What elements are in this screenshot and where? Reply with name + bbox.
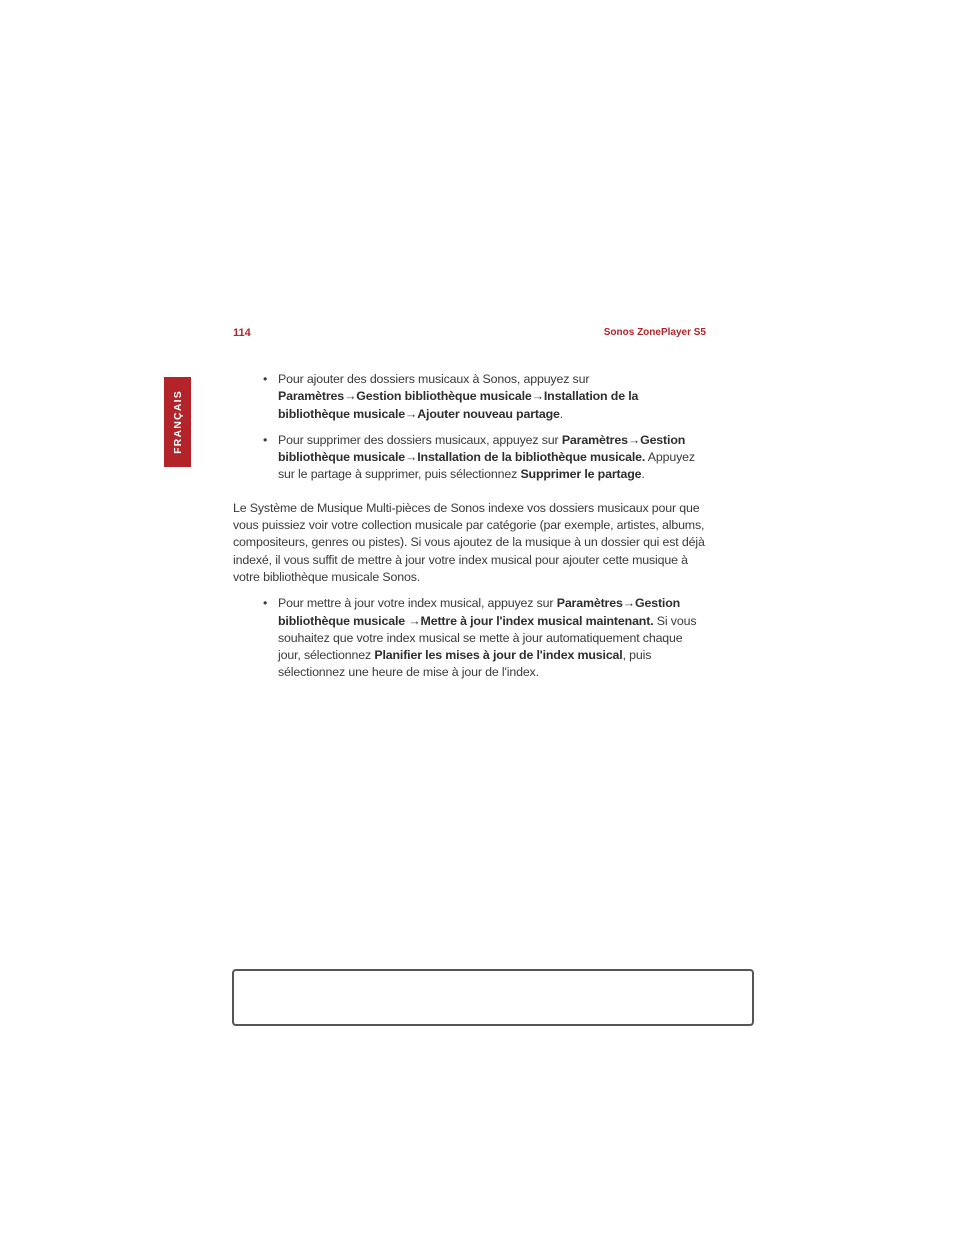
- page-number: 114: [233, 327, 251, 339]
- arrow-icon: →: [408, 613, 421, 628]
- list-item: [278, 432, 708, 484]
- menu-path-settings: Paramètres: [556, 596, 623, 611]
- arrow-icon: →: [531, 389, 544, 404]
- bullet-text: Pour ajouter des dossiers musicaux à Sonos, appuyez sur: [278, 372, 590, 386]
- bullet-text: .: [641, 467, 645, 482]
- bullet-list: [233, 371, 708, 484]
- bullet-list: [233, 595, 708, 681]
- running-title: Sonos ZonePlayer S5: [603, 327, 706, 338]
- arrow-icon: →: [627, 432, 641, 447]
- menu-path-library: Gestion bibliothèque musicale: [278, 596, 681, 628]
- note-box: [232, 969, 754, 1026]
- menu-path-settings: Paramètres: [561, 432, 628, 447]
- arrow-icon: →: [344, 389, 357, 404]
- list-item: [278, 595, 708, 681]
- language-tab: [164, 377, 191, 467]
- menu-path-settings: Paramètres: [278, 389, 345, 404]
- arrow-icon: →: [404, 450, 418, 465]
- menu-path-add-share: Ajouter nouveau partage: [417, 406, 560, 421]
- bullet-text: Si vous souhaitez que votre index musical se mette à jour automatiquement chaque jour, sélectionnez: [278, 613, 697, 663]
- menu-path-setup: Installation de la bibliothèque musicale: [278, 389, 639, 421]
- menu-path-schedule-updates: Planifier les mises à jour de l'index musical: [374, 648, 623, 663]
- arrow-icon: →: [404, 406, 418, 421]
- bullet-text: , puis sélectionnez une heure de mise à jour de l'index.: [278, 648, 652, 680]
- main-content: [233, 371, 708, 691]
- language-tab-label: FRANÇAIS: [171, 390, 184, 454]
- bullet-text: .: [559, 406, 564, 421]
- menu-path-library: Gestion bibliothèque musicale: [356, 389, 532, 404]
- menu-path-remove-share: Supprimer le partage: [520, 467, 642, 482]
- bullet-text: Appuyez sur le partage à supprimer, puis sélectionnez: [278, 450, 695, 482]
- bullet-text: Pour supprimer des dossiers musicaux, appuyez sur: [278, 432, 562, 447]
- body-paragraph: Le Système de Musique Multi-pièces de Sonos indexe vos dossiers musicaux pour que vous puissiez voir votre collection musicale par catégorie (par exemple, artistes, albums, compositeurs, genres ou pistes). Si vous ajoutez de la musique à un dossier qui est déjà indexé, il vous suffit de mettre à jour votre index musical pour ajouter cette musique à votre bibliothèque musicale Sonos.: [233, 500, 705, 584]
- menu-path-setup: Installation de la bibliothèque musicale.: [417, 450, 646, 465]
- menu-path-library: Gestion bibliothèque musicale: [278, 432, 686, 465]
- menu-path-update-index: Mettre à jour l'index musical maintenant.: [420, 613, 654, 628]
- list-item: [278, 371, 708, 423]
- bullet-text: Pour mettre à jour votre index musical, appuyez sur: [278, 596, 557, 611]
- arrow-icon: →: [622, 596, 635, 611]
